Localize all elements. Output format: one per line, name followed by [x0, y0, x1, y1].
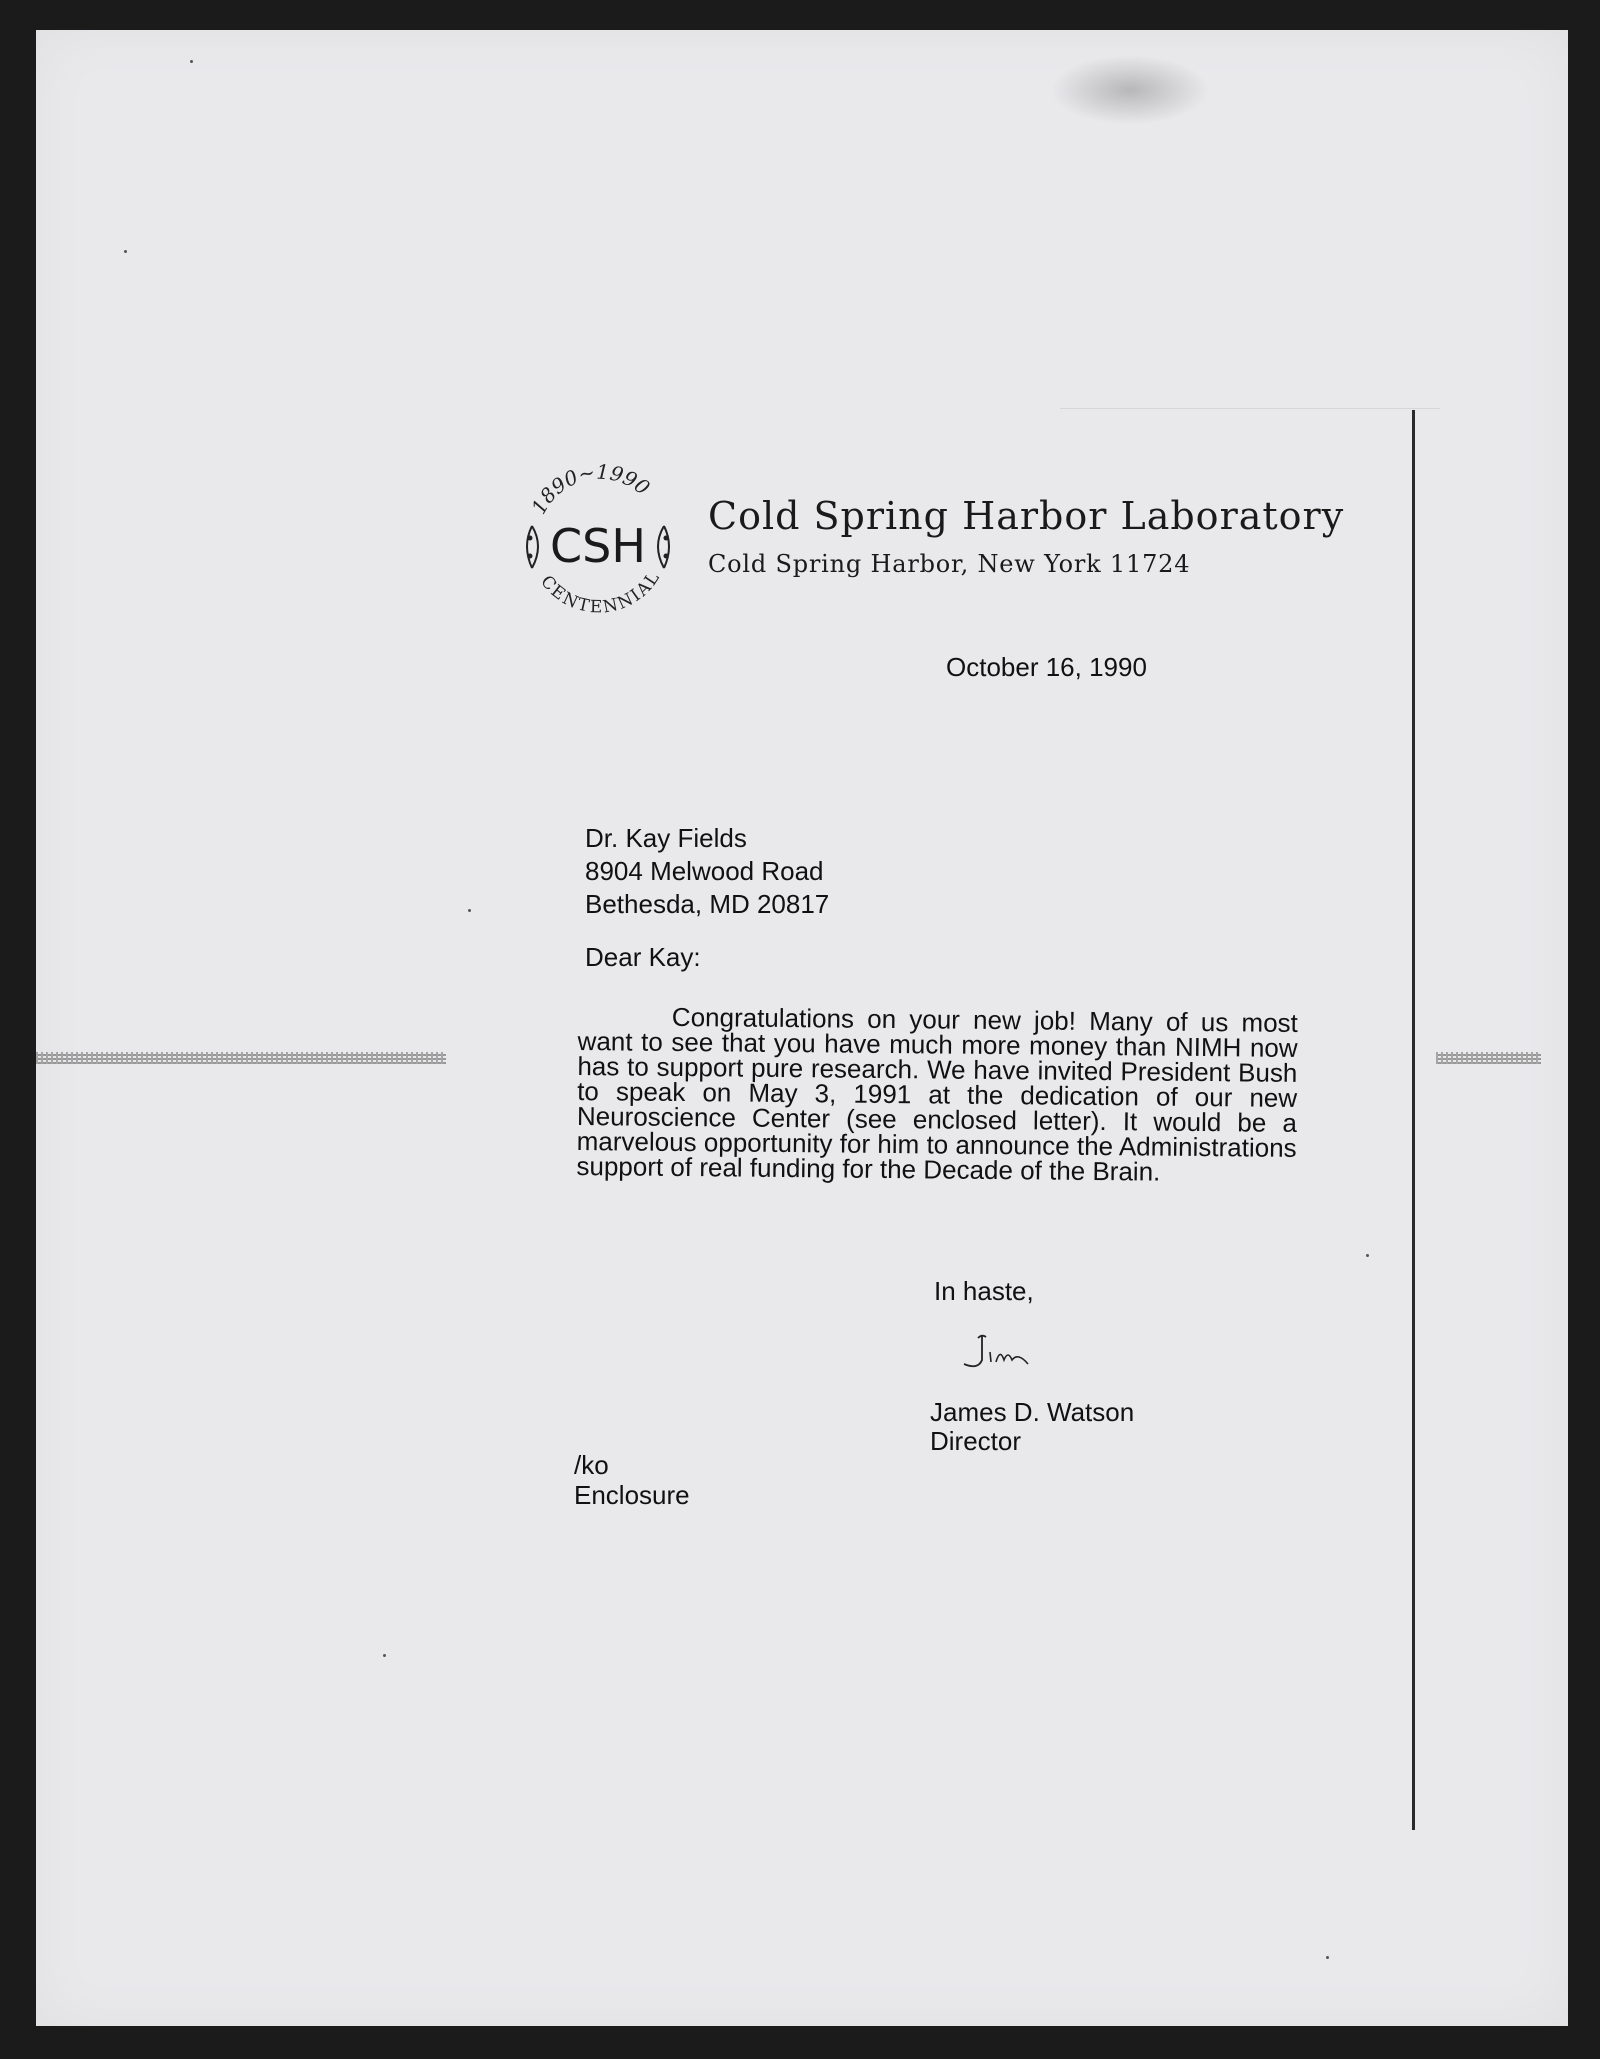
ink-smudge	[1050, 55, 1210, 125]
typist-initials: /ko	[574, 1450, 609, 1480]
signatory-name: James D. Watson	[930, 1397, 1135, 1427]
recipient-city: Bethesda, MD 20817	[585, 889, 830, 919]
organization-address: Cold Spring Harbor, New York 11724	[708, 550, 1191, 578]
salutation: Dear Kay:	[585, 942, 701, 972]
seal-caption: CENTENNIAL	[536, 567, 665, 618]
recipient-name: Dr. Kay Fields	[585, 823, 747, 853]
organization-name: Cold Spring Harbor Laboratory	[708, 494, 1345, 538]
dust-speck	[468, 909, 471, 912]
enclosure-note: Enclosure	[574, 1480, 690, 1510]
dust-speck	[383, 1654, 386, 1657]
dust-speck	[190, 60, 193, 63]
seal-initials: CSH	[550, 519, 646, 573]
body-paragraph: Congratulations on your new job! Many of us most want to see that you have much more money than NIMH now has to support pure research. We have invited President Bush to speak on May 3, 1991 at the dedication of our new Neuroscience Center (see enclosed letter). It would be a marvelous opportunity for him to announce the Administrations support of real funding for the Decade of the Brain.	[576, 1001, 1298, 1187]
scan-artifact-band-right	[1436, 1052, 1541, 1064]
letter-date: October 16, 1990	[946, 652, 1147, 682]
recipient-address	[585, 822, 829, 921]
svg-text:1890~1990	[526, 460, 654, 518]
dust-speck	[1366, 1254, 1369, 1257]
inner-sheet-edge	[1412, 410, 1415, 1830]
reference-block	[574, 1450, 690, 1510]
scan-artifact-band-left	[36, 1052, 446, 1064]
dust-speck	[124, 250, 127, 253]
signatory-title: Director	[930, 1426, 1022, 1456]
seal-years: 1890~1990	[526, 459, 655, 519]
handwritten-signature	[958, 1330, 1048, 1380]
dust-speck	[1326, 1956, 1329, 1959]
svg-text:CENTENNIAL	[536, 567, 665, 617]
signatory-block	[930, 1398, 1134, 1456]
csh-centennial-seal	[508, 456, 688, 636]
closing: In haste,	[934, 1276, 1034, 1306]
recipient-street: 8904 Melwood Road	[585, 856, 824, 886]
inner-sheet-top-edge	[1060, 408, 1440, 409]
